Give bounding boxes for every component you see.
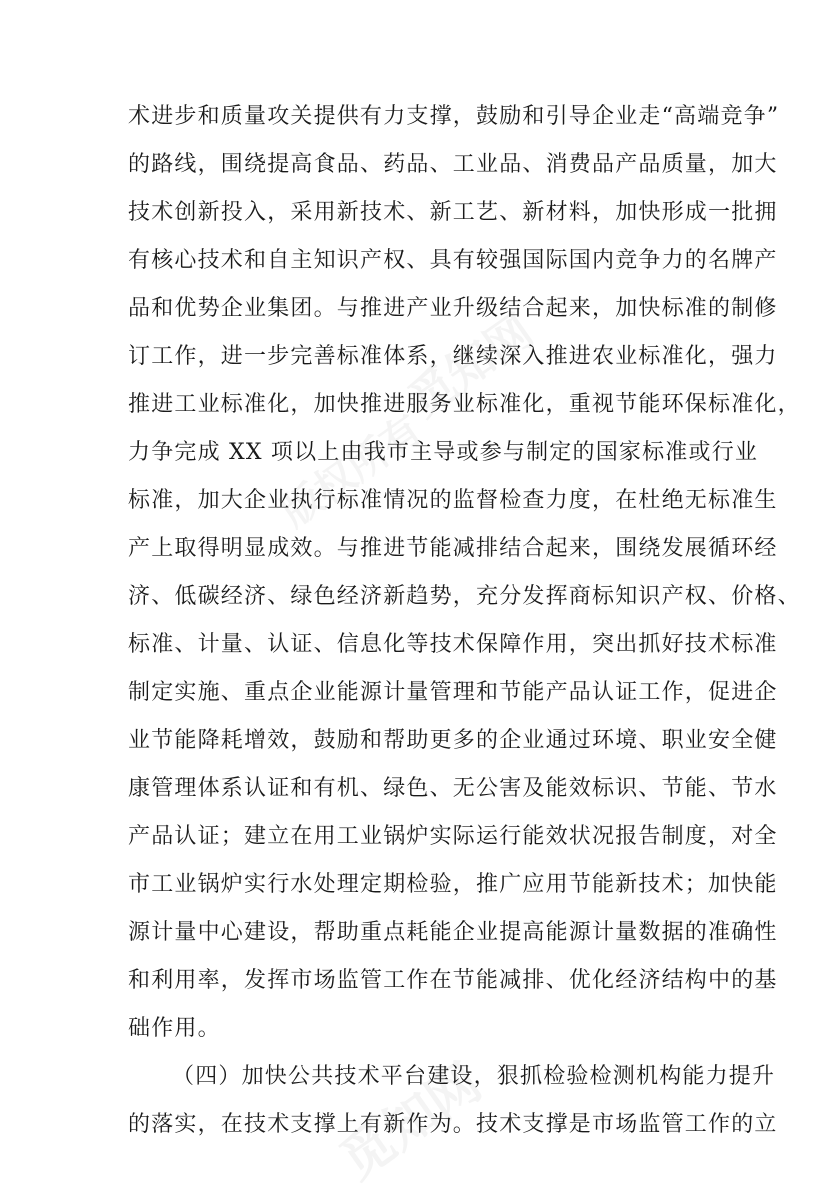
text-line: 源计量中心建设，帮助重点耗能企业提高能源计量数据的准确性	[128, 920, 778, 945]
text-line: 和利用率，发挥市场监管工作在节能减排、优化经济结构中的基	[128, 968, 778, 993]
text-line: 业节能降耗增效，鼓励和帮助更多的企业通过环境、职业安全健	[128, 728, 778, 753]
text-line: 康管理体系认证和有机、绿色、无公害及能效标识、节能、节水	[128, 776, 778, 801]
text-line: 标准，加大企业执行标准情况的监督检查力度，在杜绝无标准生	[128, 488, 778, 513]
text-line: 产上取得明显成效。与推进节能减排结合起来，围绕发展循环经	[128, 536, 778, 561]
text-line: 制定实施、重点企业能源计量管理和节能产品认证工作，促进企	[128, 680, 778, 705]
watermark: 觅知网	[330, 1052, 493, 1192]
text-line: 术进步和质量攻关提供有力支撑，鼓励和引导企业走“高端竞争”	[128, 104, 780, 129]
text-line: 品和优势企业集团。与推进产业升级结合起来，加快标准的制修	[128, 296, 778, 321]
text-line: 有核心技术和自主知识产权、具有较强国际国内竞争力的名牌产	[128, 248, 778, 273]
watermark: 版权所有	[273, 406, 431, 537]
text-line: 产品认证；建立在用工业锅炉实际运行能效状况报告制度，对全	[128, 824, 778, 849]
text-line: 推进工业标准化，加快推进服务业标准化，重视节能环保标准化，	[128, 392, 801, 417]
text-line: 力争完成 XX 项以上由我市主导或参与制定的国家标准或行业	[128, 440, 759, 465]
text-line: 济、低碳经济、绿色经济新趋势，充分发挥商标知识产权、价格、	[128, 584, 801, 609]
text-line: 标准、计量、认证、信息化等技术保障作用，突出抓好技术标准	[128, 632, 778, 657]
text-line: 订工作，进一步完善标准体系，继续深入推进农业标准化，强力	[128, 344, 778, 369]
text-line: 市工业锅炉实行水处理定期检验，推广应用节能新技术；加快能	[128, 872, 778, 897]
watermark: 觅知网	[398, 303, 543, 428]
text-line: 础作用。	[128, 1016, 221, 1041]
text-line: （四）加快公共技术平台建设，狠抓检验检测机构能力提升	[172, 1064, 776, 1089]
text-line: 的落实，在技术支撑上有新作为。技术支撑是市场监管工作的立	[128, 1112, 778, 1137]
text-line: 的路线，围绕提高食品、药品、工业品、消费品产品质量，加大	[128, 152, 778, 177]
text-line: 技术创新投入，采用新技术、新工艺、新材料，加快形成一批拥	[128, 200, 778, 225]
